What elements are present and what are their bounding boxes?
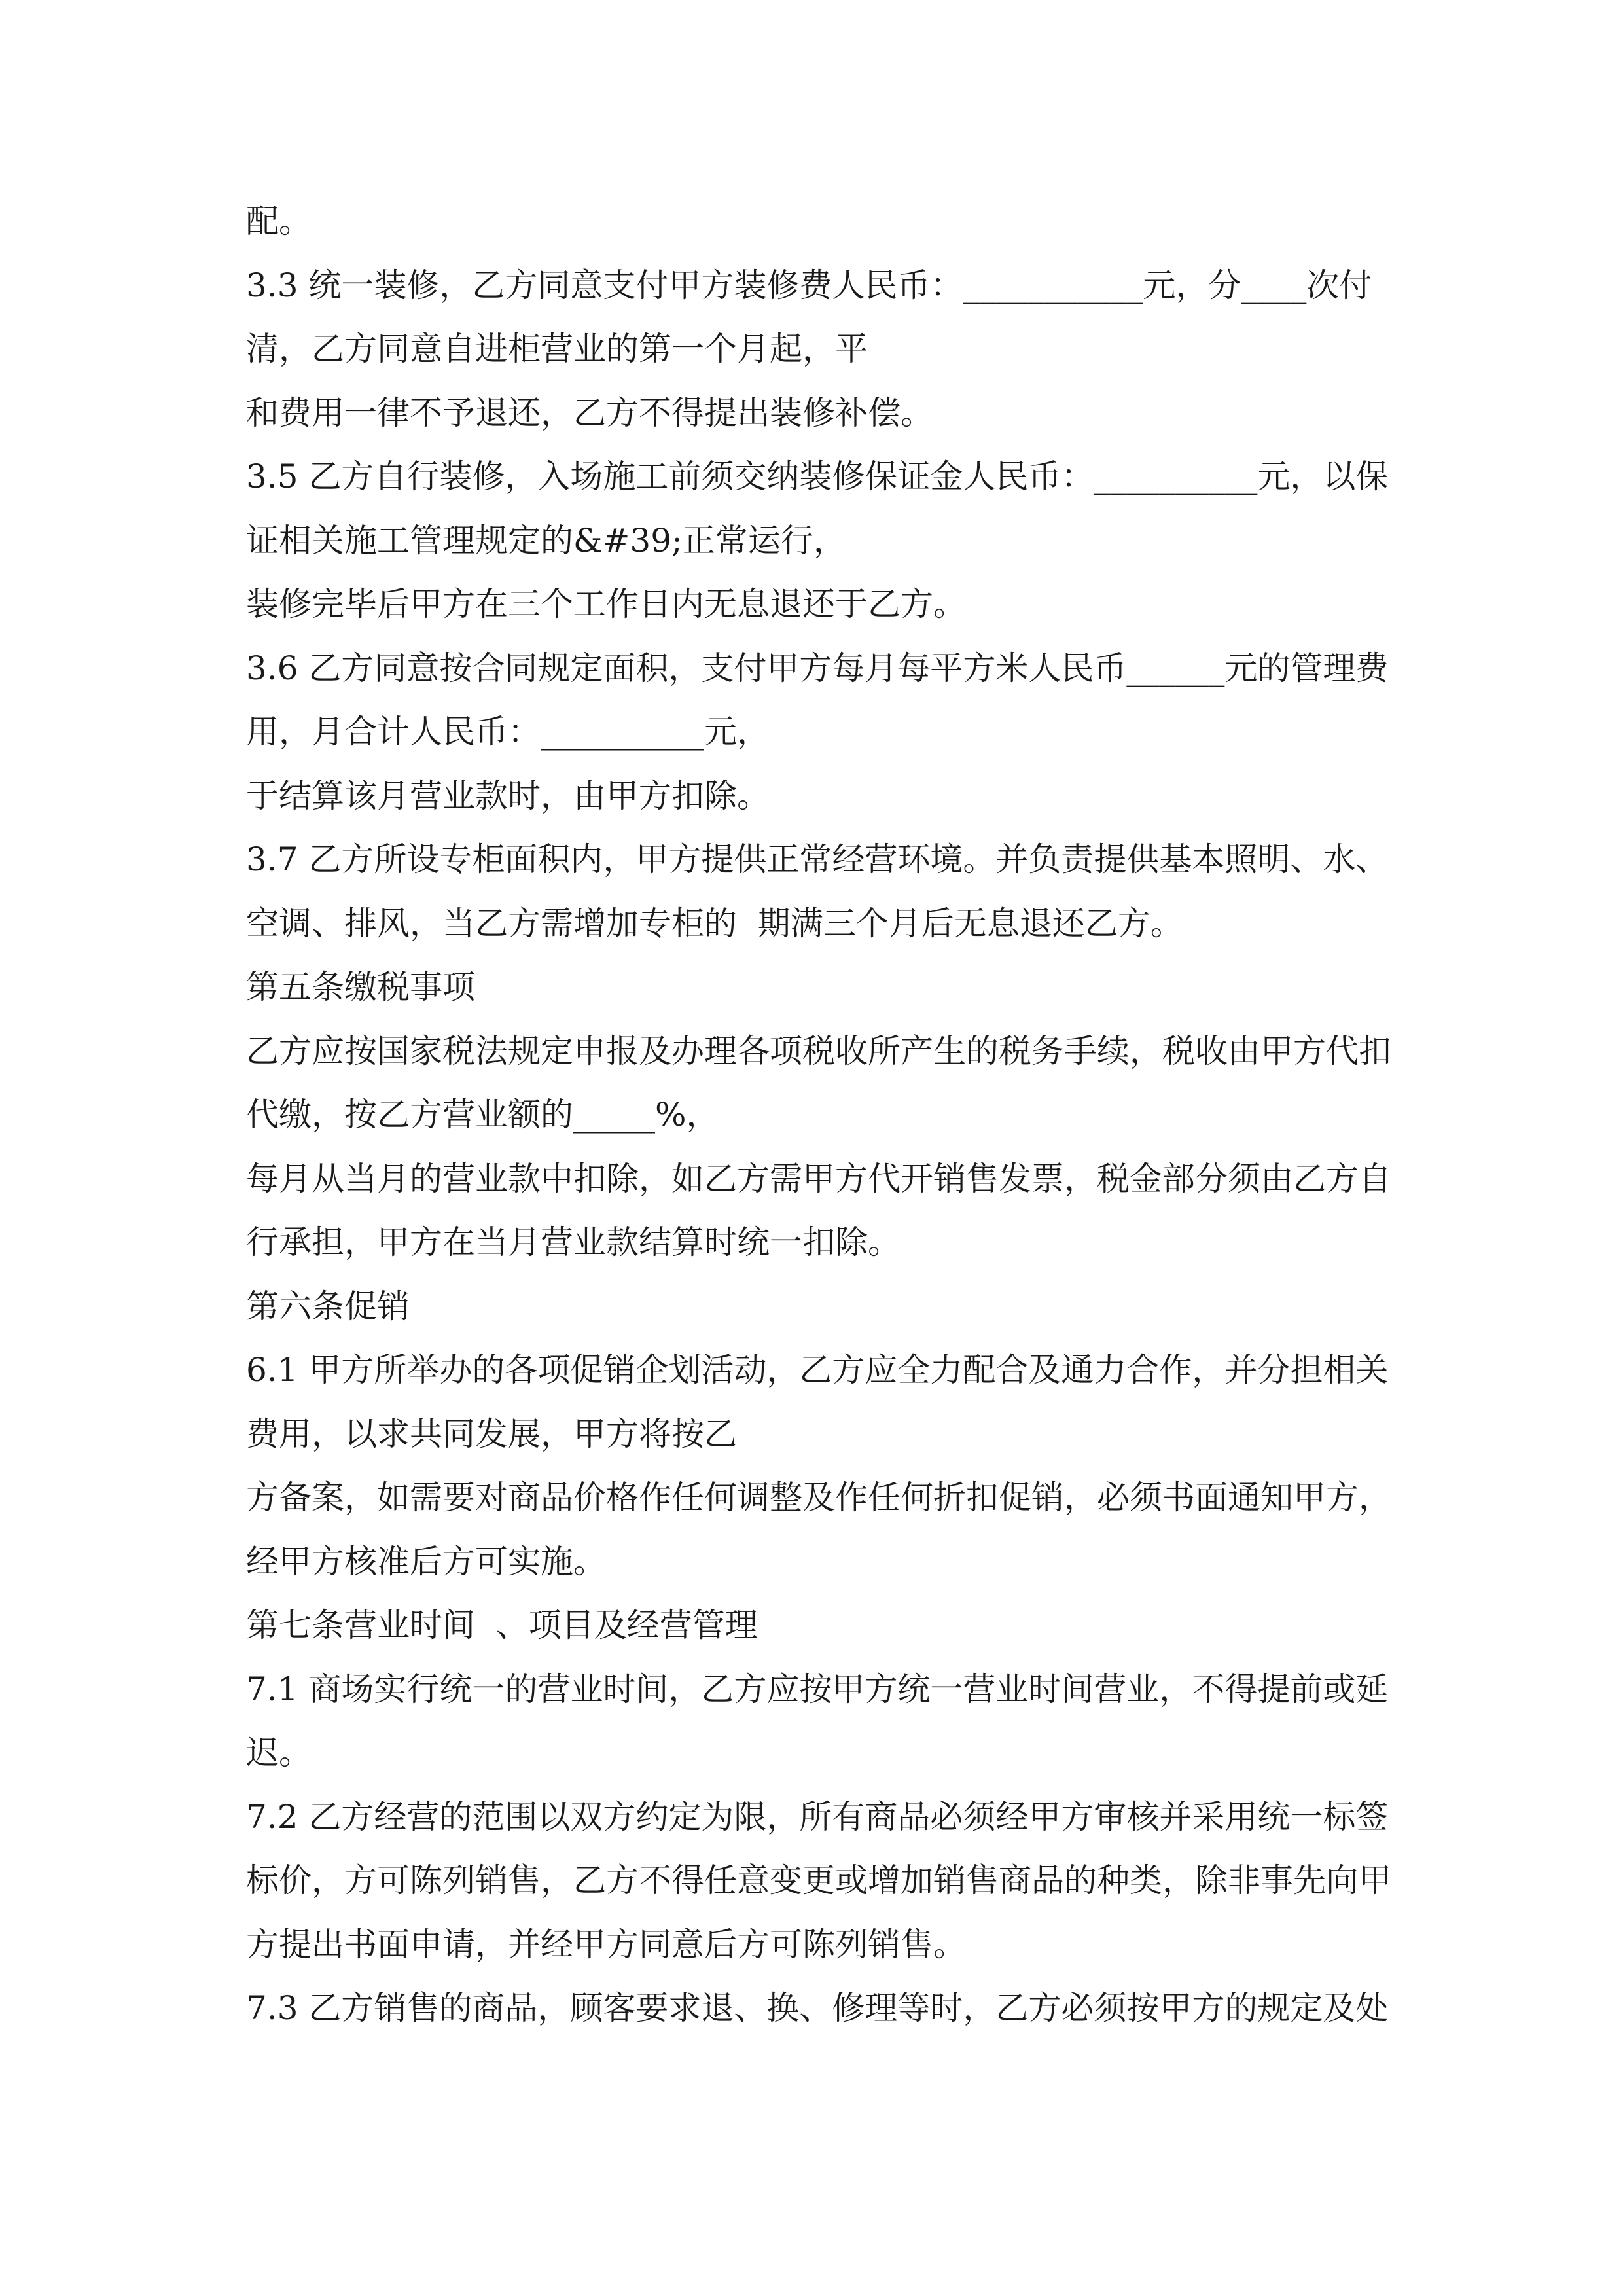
text-line: 7.3 乙方销售的商品，顾客要求退、换、修理等时，乙方必须按甲方的规定及处 — [246, 1989, 1389, 2027]
text-line: 7.1 商场实行统一的营业时间，乙方应按甲方统一营业时间营业，不得提前或延 — [246, 1670, 1389, 1708]
text-line: 方备案，如需要对商品价格作任何调整及作任何折扣促销，必须书面通知甲方， — [246, 1479, 1391, 1516]
text-line: 行承担，甲方在当月营业款结算时统一扣除。 — [246, 1223, 901, 1261]
text-line: 每月从当月的营业款中扣除，如乙方需甲方代开销售发票，税金部分须由乙方自 — [246, 1159, 1391, 1198]
text-line: 和费用一律不予退还，乙方不得提出装修补偿。 — [246, 393, 933, 432]
text-line: 3.6 乙方同意按合同规定面积，支付甲方每月每平方米人民币______元的管理费 — [246, 649, 1389, 687]
text-line: 代缴，按乙方营业额的_____%， — [246, 1096, 719, 1134]
text-line: 6.1 甲方所举办的各项促销企划活动，乙方应全力配合及通力合作，并分担相关 — [246, 1351, 1389, 1389]
text-line: 于结算该月营业款时，由甲方扣除。 — [246, 776, 770, 815]
section-heading: 第五条缴税事项 — [246, 968, 475, 1006]
text-line: 配。 — [246, 202, 312, 240]
text-line: 装修完毕后甲方在三个工作日内无息退还于乙方。 — [246, 585, 966, 623]
section-heading: 第七条营业时间 、项目及经营管理 — [246, 1606, 758, 1644]
text-line: 3.5 乙方自行装修，入场施工前须交纳装修保证金人民币：__________元，以保 — [246, 457, 1389, 495]
contract-text — [246, 190, 1398, 2041]
text-line: 乙方应按国家税法规定申报及办理各项税收所产生的税务手续，税收由甲方代扣 — [246, 1031, 1391, 1070]
text-line: 方提出书面申请，并经甲方同意后方可陈列销售。 — [246, 1925, 966, 1964]
text-line: 证相关施工管理规定的&#39;正常运行， — [246, 521, 846, 560]
text-line: 标价，方可陈列销售，乙方不得任意变更或增加销售商品的种类，除非事先向甲 — [246, 1861, 1391, 1899]
text-line: 用，月合计人民币：__________元， — [246, 713, 770, 751]
text-line: 3.3 统一装修，乙方同意支付甲方装修费人民币：___________元，分____次付 — [246, 266, 1372, 304]
text-line: 迟。 — [246, 1734, 312, 1772]
section-heading: 第六条促销 — [246, 1287, 410, 1325]
text-line: 清，乙方同意自进柜营业的第一个月起，平 — [246, 330, 868, 368]
text-line: 空调、排风，当乙方需增加专柜的 期满三个月后无息退还乙方。 — [246, 904, 1183, 942]
text-line: 经甲方核准后方可实施。 — [246, 1542, 606, 1581]
text-line: 费用，以求共同发展，甲方将按乙 — [246, 1414, 737, 1453]
text-line: 7.2 乙方经营的范围以双方约定为限，所有商品必须经甲方审核并采用统一标签 — [246, 1797, 1389, 1836]
text-line: 3.7 乙方所设专柜面积内，甲方提供正常经营环境。并负责提供基本照明、水、 — [246, 840, 1389, 878]
